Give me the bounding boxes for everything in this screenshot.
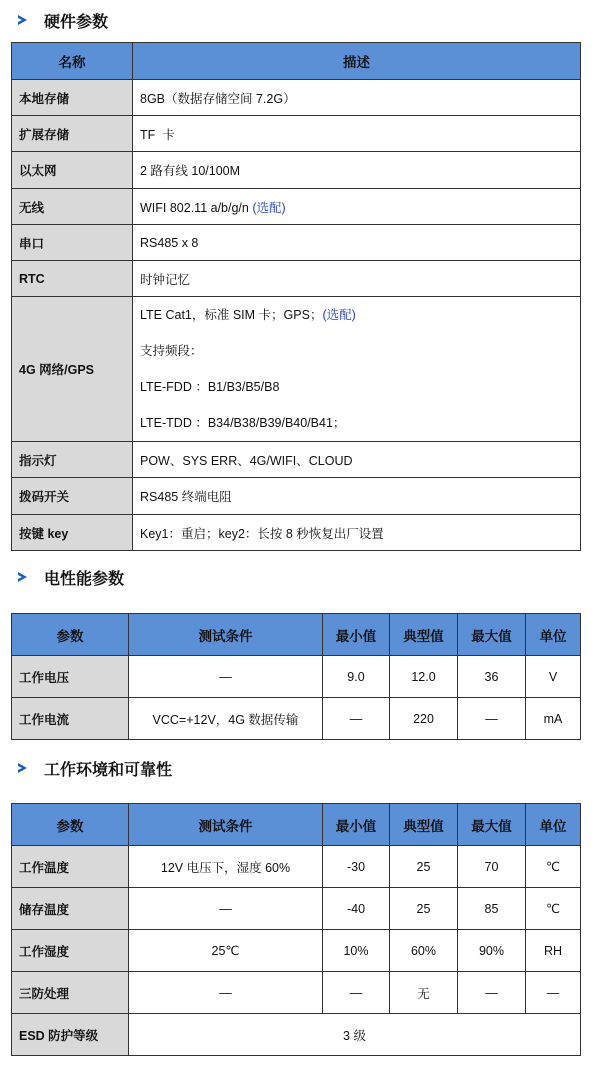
table-header-row: 参数 测试条件 最小值 典型值 最大值 单位 xyxy=(12,804,581,846)
table-row: 工作温度 12V 电压下，湿度 60% -30 25 70 ℃ xyxy=(12,846,581,888)
arrow-bullet-icon xyxy=(18,763,27,773)
row-desc: TF 卡 xyxy=(133,116,581,152)
row-desc: 2 路有线 10/100M xyxy=(133,152,581,189)
table-row: 三防处理 — — 无 — — xyxy=(12,972,581,1014)
table-row-4g xyxy=(12,297,581,442)
row-desc: POW、SYS ERR、4G/WIFI、CLOUD xyxy=(133,442,581,478)
row-desc: Key1：重启；key2：长按 8 秒恢复出厂设置 xyxy=(133,515,581,551)
table-row: 工作电压 — 9.0 12.0 36 V xyxy=(12,656,581,698)
table-header-row: 参数 测试条件 最小值 典型值 最大值 单位 xyxy=(12,614,581,656)
row-desc: LTE Cat1，标准 SIM 卡；GPS；(选配) 支持频段： LTE-FDD ：B1/B3/B5/B8 LTE-TDD ：B34/B38/B39/B40/B41； xyxy=(133,297,581,442)
row-name: 指示灯 xyxy=(12,442,133,478)
row-name: RTC xyxy=(12,261,133,297)
row-name: 串口 xyxy=(12,225,133,261)
table-row xyxy=(12,189,581,225)
row-name: 扩展存储 xyxy=(12,116,133,152)
section-title-electrical: 电性能参数 xyxy=(18,565,124,589)
row-name: 拨码开关 xyxy=(12,478,133,515)
environment-table xyxy=(11,803,581,1056)
row-desc: 8GB（数据存储空间 7.2G） xyxy=(133,80,581,116)
optional-link[interactable]: (选配) xyxy=(252,200,286,215)
section-title-hardware: 硬件参数 xyxy=(18,8,108,32)
table-row xyxy=(12,152,581,189)
header-cell: 描述 xyxy=(133,43,581,80)
table-row xyxy=(12,116,581,152)
table-row xyxy=(12,442,581,478)
optional-link[interactable]: (选配) xyxy=(322,308,356,322)
row-name: 以太网 xyxy=(12,152,133,189)
table-row xyxy=(12,261,581,297)
arrow-bullet-icon xyxy=(18,572,27,582)
row-desc: RS485 x 8 xyxy=(133,225,581,261)
hardware-table xyxy=(11,42,581,551)
row-desc: RS485 终端电阻 xyxy=(133,478,581,515)
table-row xyxy=(12,80,581,116)
table-row xyxy=(12,225,581,261)
row-desc: 时钟记忆 xyxy=(133,261,581,297)
table-row: 工作湿度 25℃ 10% 60% 90% RH xyxy=(12,930,581,972)
table-header-row xyxy=(12,43,581,80)
row-desc: WIFI 802.11 a/b/g/n (选配) xyxy=(133,189,581,225)
row-name: 无线 xyxy=(12,189,133,225)
table-row-esd: ESD 防护等级 3 级 xyxy=(12,1014,581,1056)
table-row: 储存温度 — -40 25 85 ℃ xyxy=(12,888,581,930)
row-name: 本地存储 xyxy=(12,80,133,116)
arrow-bullet-icon xyxy=(18,15,27,25)
table-row: 工作电流 VCC=+12V，4G 数据传输 — 220 — mA xyxy=(12,698,581,740)
table-row xyxy=(12,515,581,551)
electrical-table xyxy=(11,613,581,740)
row-name: 4G 网络/GPS xyxy=(12,297,133,442)
section-title-environment: 工作环境和可靠性 xyxy=(18,756,172,780)
table-row xyxy=(12,478,581,515)
header-cell: 名称 xyxy=(12,43,133,80)
row-name: 按键 key xyxy=(12,515,133,551)
